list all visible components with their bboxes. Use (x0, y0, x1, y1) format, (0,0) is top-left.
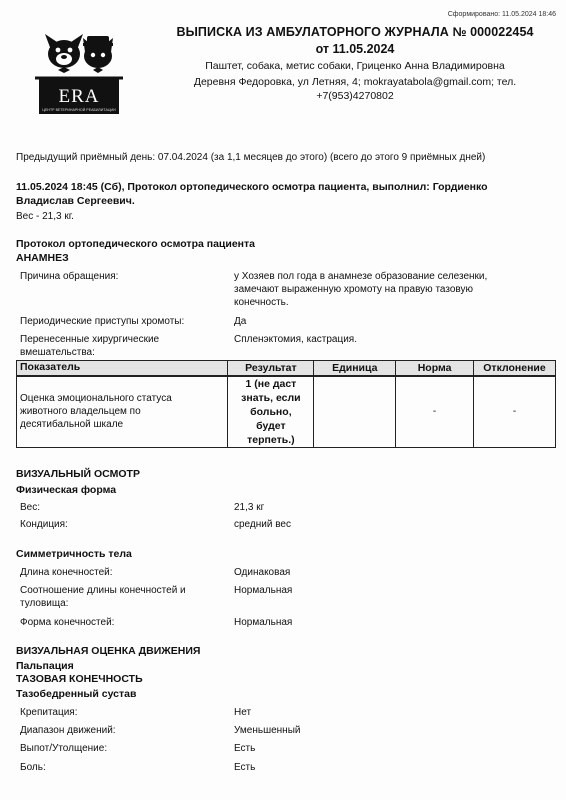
crepitation-value: Нет (234, 707, 252, 718)
palpation-title: Пальпация (16, 660, 74, 672)
effusion-value: Есть (234, 743, 256, 754)
ratio-value: Нормальная (234, 585, 293, 596)
visual-exam-title: ВИЗУАЛЬНЫЙ ОСМОТР (16, 468, 140, 480)
limb-length-label: Длина конечностей: (20, 567, 113, 578)
physical-form-title: Физическая форма (16, 484, 117, 496)
logo-tagline: ЦЕНТР ВЕТЕРИНАРНОЙ РЕАБИЛИТАЦИИ (42, 108, 116, 112)
weight-value: 21,3 кг (234, 502, 265, 513)
lameness-value: Да (234, 316, 247, 327)
col-result: Результат (228, 361, 314, 376)
condition-value: средний вес (234, 519, 291, 530)
owner-address: Деревня Федоровка, ул Летняя, 4; mokrayatabola@gmail.com; тел. (193, 76, 517, 88)
logo-brand: ERA (58, 86, 100, 107)
symmetry-title: Симметричность тела (16, 548, 132, 560)
reason-value: у Хозяев пол года в анамнезе образование селезенки, замечают выраженную хромоту на правую тазовую конечность. (234, 271, 488, 308)
document-header (150, 25, 560, 103)
clinic-logo (33, 28, 125, 120)
unit-cell (314, 376, 396, 448)
table-row (17, 376, 556, 448)
range-value: Уменьшенный (234, 725, 301, 736)
previous-visit: Предыдущий приёмный день: 07.04.2024 (за 1,1 месяцев до этого) (всего до этого 9 приёмных дней) (16, 152, 486, 163)
visit-line-2: Владислав Сергеевич. (16, 195, 135, 207)
generated-timestamp: Сформировано: 11.05.2024 18:46 (447, 11, 556, 18)
effusion-label: Выпот/Утолщение: (20, 743, 108, 754)
col-indicator: Показатель (17, 361, 228, 376)
hip-joint-title: Тазобедренный сустав (16, 688, 137, 700)
ratio-label: Соотношение длины конечностей и туловища: (20, 585, 186, 609)
indicator-cell: Оценка эмоционального статуса животного владельцем по десятибальной шкале (17, 376, 228, 448)
range-label: Диапазон движений: (20, 725, 116, 736)
surgery-value: Спленэктомия, кастрация. (234, 334, 357, 345)
deviation-cell: - (474, 376, 556, 448)
lameness-label: Периодические приступы хромоты: (20, 316, 185, 327)
condition-label: Кондиция: (20, 519, 68, 530)
protocol-title: Протокол ортопедического осмотра пациента (16, 238, 255, 250)
reason-label: Причина обращения: (20, 271, 119, 282)
patient-info: Паштет, собака, метис собаки, Гриценко Анна Владимировна (205, 60, 505, 72)
weight-label: Вес: (20, 502, 41, 513)
limb-shape-label: Форма конечностей: (20, 617, 115, 628)
col-norm: Норма (396, 361, 474, 376)
limb-shape-value: Нормальная (234, 617, 293, 628)
limb-length-value: Одинаковая (234, 567, 291, 578)
document-date: от 11.05.2024 (315, 42, 395, 56)
table-header-row (17, 361, 556, 376)
visit-weight: Вес - 21,3 кг. (16, 211, 74, 222)
owner-phone: +7(953)4270802 (316, 90, 394, 102)
col-unit: Единица (314, 361, 396, 376)
result-cell: 1 (не даст знать, если больно, будет терпеть.) (228, 376, 314, 448)
col-deviation: Отклонение (474, 361, 556, 376)
crepitation-label: Крепитация: (20, 707, 78, 718)
document-title: ВЫПИСКА ИЗ АМБУЛАТОРНОГО ЖУРНАЛА № 000022454 (176, 25, 534, 39)
pelvic-limb-title: ТАЗОВАЯ КОНЕЧНОСТЬ (16, 673, 143, 685)
pain-label: Боль: (20, 762, 46, 773)
visit-line-1: 11.05.2024 18:45 (Сб), Протокол ортопедического осмотра пациента, выполнил: Гордиенко (16, 181, 488, 193)
norm-cell: - (396, 376, 474, 448)
pain-value: Есть (234, 762, 256, 773)
indicators-table (16, 360, 556, 448)
movement-title: ВИЗУАЛЬНАЯ ОЦЕНКА ДВИЖЕНИЯ (16, 645, 201, 657)
anamnesis-title: АНАМНЕЗ (16, 252, 69, 264)
surgery-label: Перенесенные хирургические вмешательства: (20, 334, 160, 358)
